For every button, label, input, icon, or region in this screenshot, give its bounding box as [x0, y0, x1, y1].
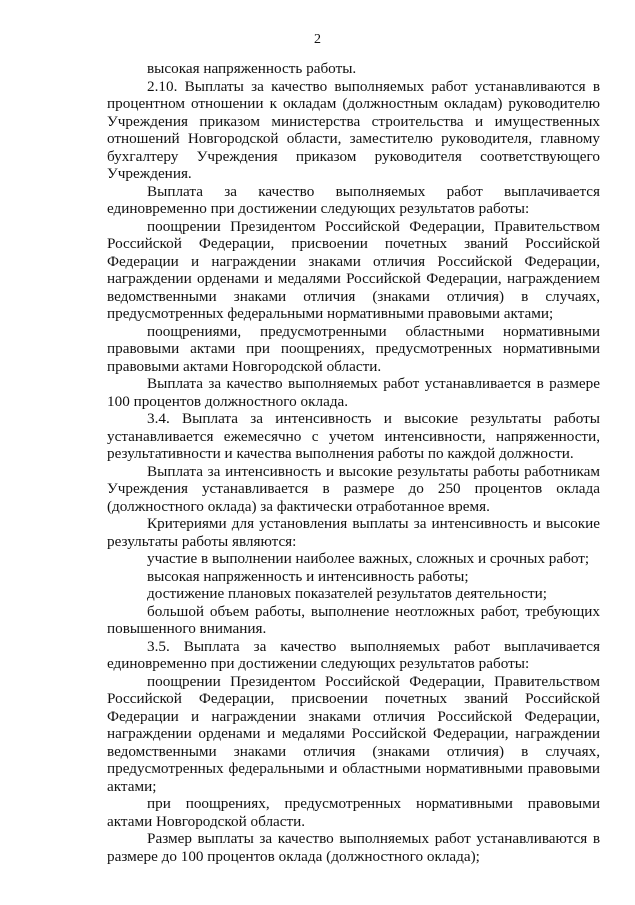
list-item-federal-awards: поощрении Президентом Российской Федерации, Правительством Российской Федерации, присвоении почетных званий Российской Федерации и награждении знаками отличия Российской Федерации, награждении орденами и медалями Российской Федерации, награждением ведомственными знаками отличия (знаками отличия) в случаях, предусмотренных федеральными нормативными правовыми актами; — [107, 217, 600, 322]
list-item-criterion: высокая напряженность и интенсивность работы; — [147, 567, 469, 585]
paragraph-quality-amount: Размер выплаты за качество выполняемых работ устанавливаются в размере до 100 процентов оклада (должностного оклада); — [107, 830, 600, 865]
list-item-regional-awards: поощрениями, предусмотренными областными нормативными правовыми актами при поощрениях, предусмотренных нормативными правовыми актами Новгородской области. — [107, 322, 600, 375]
paragraph-clause-3-4: 3.4. Выплата за интенсивность и высокие результаты работы устанавливается ежемесячно с учетом интенсивности, напряженности, результативности и качества выполнения работы по каждой должности. — [107, 410, 600, 462]
list-item-criterion: большой объем работы, выполнение неотложных работ, требующих повышенного внимания. — [107, 602, 600, 637]
paragraph-intensity-amount: Выплата за интенсивность и высокие результаты работы работникам Учреждения устанавливается в размере до 250 процентов оклада (должностного оклада) за фактически отработанное время. — [107, 462, 600, 515]
paragraph-clause-3-5: 3.5. Выплата за качество выполняемых работ выплачивается единовременно при достижении следующих результатов работы: — [107, 637, 600, 672]
document-body — [107, 60, 600, 865]
page-number: 2 — [314, 32, 321, 47]
paragraph-criteria-intro: Критериями для установления выплаты за интенсивность и высокие результаты работы являются: — [107, 515, 600, 550]
list-item-criterion: участие в выполнении наиболее важных, сложных и срочных работ; — [147, 550, 590, 567]
paragraph-clause-2-10: 2.10. Выплаты за качество выполняемых работ устанавливаются в процентном отношении к окладам (должностным окладам) руководителю Учреждения приказом министерства строительства и имущественных отношений Новгородской области, заместителю руководителя, главному бухгалтеру Учреждения приказом руководителя соответствующего Учреждения. — [107, 77, 600, 182]
list-item-federal-awards: поощрении Президентом Российской Федерации, Правительством Российской Федерации, присвоении почетных званий Российской Федерации и награждении знаками отличия Российской Федерации, награждении орденами и медалями Российской Федерации, награждении ведомственными знаками отличия (знаками отличия) в случаях, предусмотренных федеральными и областными нормативными правовыми актами; — [107, 672, 600, 795]
paragraph-continuation: высокая напряженность работы. — [147, 60, 357, 77]
list-item-criterion: достижение плановых показателей результатов деятельности; — [147, 585, 547, 602]
paragraph-payment-conditions: Выплата за качество выполняемых работ выплачивается единовременно при достижении следующих результатов работы: — [107, 182, 600, 217]
paragraph-payment-amount: Выплата за качество выполняемых работ устанавливается в размере 100 процентов должностного оклада. — [107, 375, 600, 410]
list-item-regional-awards: при поощрениях, предусмотренных нормативными правовыми актами Новгородской области. — [107, 795, 600, 830]
